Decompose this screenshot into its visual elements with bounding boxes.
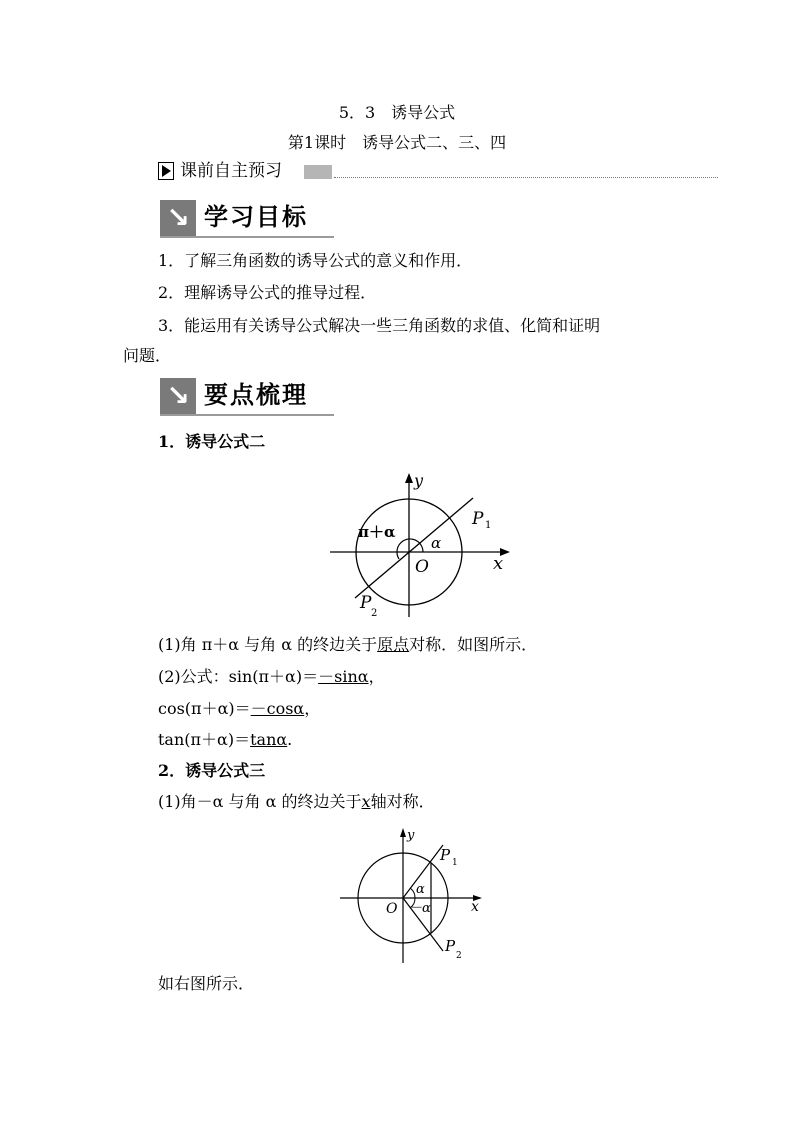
formula3-title: 2．诱导公式三 <box>158 761 266 780</box>
formula3-line-1 <box>158 792 435 812</box>
chevron-right-icon: ↘ <box>160 200 196 236</box>
figure-1-p2-sub: 2 <box>371 608 378 619</box>
section-title: 5．3 诱导公式 <box>338 103 456 122</box>
unit-circle-figure-2 <box>335 825 495 965</box>
figure-2-p1-sub: 1 <box>452 858 458 868</box>
formula2-line-3-answer: －cosα <box>250 699 305 718</box>
figure-2-p2-sub: 2 <box>456 951 462 961</box>
formula2-line-2-b: ， <box>368 667 385 686</box>
formula2-line-3-b: ， <box>304 699 321 718</box>
formula3-caption: 如右图所示． <box>158 974 255 993</box>
formula3-line-1-a: (1)角－α 与角 α 的终边关于 <box>158 792 362 811</box>
figure-1-p1-label: P <box>472 509 484 529</box>
formula2-line-3-a: cos(π＋α)＝ <box>158 699 251 718</box>
chevron-right-icon: ↘ <box>160 378 196 414</box>
goals-heading-label: 学习目标 <box>204 203 308 231</box>
goal-item-3: 3．能运用有关诱导公式解决一些三角函数的求值、化简和证明 <box>158 316 601 335</box>
figure-1-pi-alpha-label: π＋α <box>358 523 396 541</box>
unit-circle-figure-1 <box>325 465 520 620</box>
formula2-line-2-answer: －sinα <box>318 667 369 686</box>
formula2-line-1-answer: 原点 <box>377 635 410 654</box>
figure-1-y-label: y <box>414 471 424 490</box>
formula2-line-2-a: (2)公式：sin(π＋α)＝ <box>158 667 319 686</box>
goals-heading-underline <box>160 236 334 238</box>
banner-label: 课前自主预习 <box>180 161 282 181</box>
formula2-line-4 <box>158 730 292 750</box>
formula2-line-3 <box>158 699 320 719</box>
formula3-line-1-b: 轴对称． <box>370 792 435 811</box>
goals-heading <box>160 200 340 236</box>
keypoints-heading-underline <box>160 414 334 416</box>
lesson-title: 第1课时 诱导公式二、三、四 <box>287 133 507 152</box>
figure-1-alpha-arc <box>421 545 423 552</box>
banner-gray-block <box>304 165 332 179</box>
figure-2-alpha-arc <box>410 888 415 898</box>
figure-2-x-label: x <box>471 899 479 915</box>
figure-2-p2-label: P <box>445 937 456 955</box>
goal-item-1: 1．了解三角函数的诱导公式的意义和作用． <box>158 251 473 270</box>
figure-1-alpha-label: α <box>431 534 442 552</box>
goal-item-2: 2．理解诱导公式的推导过程． <box>158 283 377 302</box>
figure-2-alpha-label: α <box>416 882 425 897</box>
section-banner <box>158 160 718 182</box>
figure-2-origin-label: O <box>386 901 398 917</box>
formula2-line-1-b: 对称．如图所示． <box>409 635 538 654</box>
formula2-line-2 <box>158 667 385 687</box>
keypoints-heading <box>160 378 340 414</box>
play-arrow-icon <box>158 162 174 180</box>
figure-2-y-label: y <box>407 828 415 843</box>
formula2-line-4-answer: tanα <box>250 730 288 749</box>
formula2-line-1 <box>158 635 537 655</box>
formula3-line-1-answer: x <box>361 792 371 811</box>
formula2-line-1-a: (1)角 π＋α 与角 α 的终边关于 <box>158 635 378 654</box>
figure-1-x-label: x <box>493 553 504 574</box>
banner-dotted-rule <box>334 177 718 178</box>
figure-1-p1-sub: 1 <box>485 520 492 531</box>
formula2-line-4-a: tan(π＋α)＝ <box>158 730 251 749</box>
figure-2-p1-label: P <box>440 846 451 864</box>
figure-1-p2-label: P <box>360 593 372 613</box>
keypoints-heading-label: 要点梳理 <box>204 381 308 409</box>
formula2-title: 1．诱导公式二 <box>158 432 266 451</box>
figure-2-neg-alpha-label: －α <box>409 901 431 916</box>
formula2-line-4-b: . <box>287 730 293 749</box>
goal-item-3-cont: 问题． <box>123 346 172 365</box>
figure-1-origin-label: O <box>415 557 429 577</box>
